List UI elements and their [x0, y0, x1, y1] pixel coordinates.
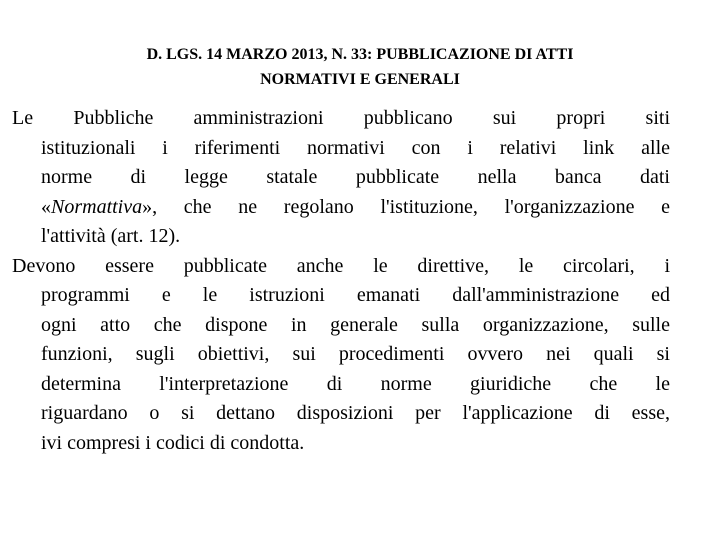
text-line: riguardano o si dettano disposizioni per l'applicazione di esse,	[41, 402, 670, 424]
title-line-2: NORMATIVI E GENERALI	[260, 71, 460, 88]
text-line: norme di legge statale pubblicate nella banca dati	[41, 166, 670, 188]
text-line: l'attività (art. 12).	[41, 225, 181, 247]
text-line: Le Pubbliche amministrazioni pubblicano sui propri siti	[12, 107, 670, 129]
text-line-rest: », che ne regolano l'istituzione, l'organizzazione e	[142, 195, 670, 218]
text-line: istituzionali i riferimenti normativi con i relativi link alle	[41, 136, 670, 159]
quote-open: «	[41, 195, 51, 218]
title-line-1: D. LGS. 14 MARZO 2013, N. 33: PUBBLICAZIONE DI ATTI	[146, 46, 574, 63]
text-line: funzioni, sugli obiettivi, sui procedimenti ovvero nei quali si	[41, 343, 670, 365]
text-line: programmi e le istruzioni emanati dall'amministrazione ed	[41, 284, 670, 306]
text-line: Devono essere pubblicate anche le direttive, le circolari, i	[12, 254, 670, 277]
body-text	[12, 104, 670, 458]
paragraph-publication-norms	[12, 104, 670, 252]
text-line: determina l'interpretazione di norme giuridiche che le	[41, 372, 670, 395]
normattiva-name: Normattiva	[51, 195, 143, 218]
text-line: ogni atto che dispone in generale sulla organizzazione, sulle	[41, 313, 670, 336]
paragraph-directives	[12, 252, 670, 459]
text-line: ivi compresi i codici di condotta.	[41, 431, 305, 454]
text-line	[41, 193, 670, 223]
page-title	[0, 42, 720, 92]
